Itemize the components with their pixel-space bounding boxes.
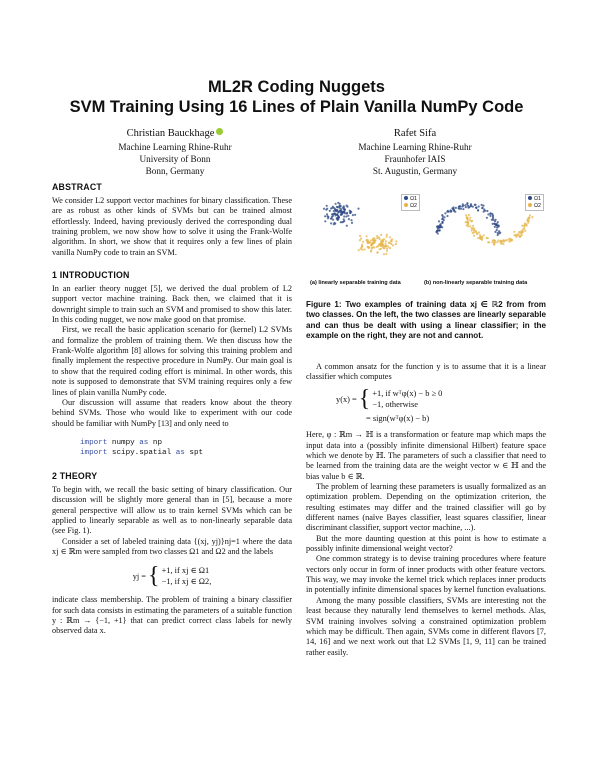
scatter-point bbox=[389, 247, 391, 249]
scatter-point bbox=[352, 214, 354, 216]
author-block-1 bbox=[60, 127, 290, 178]
scatter-point bbox=[384, 243, 386, 245]
scatter-point bbox=[385, 240, 387, 242]
body-paragraph: One common strategy is to devise training procedures where feature vectors only occur in form of inner products with other feature vectors. This way, we may invoke the kernel trick which replaces inner products in potentially infinite dimensional spaces by kernel function evaluations. bbox=[306, 554, 546, 595]
abstract-text: We consider L2 support vector machines for binary classification. These are as robust as other kinds of SVMs but can be trained almost effortlessly. Indeed, having previously derived the corresponding dual training problem, we now show how to solve it using the Frank-Wolfe algorithm. In short, we show that it requires only a few lines of plain vanilla NumPy code to train an SVM. bbox=[52, 196, 292, 257]
scatter-point bbox=[528, 216, 530, 218]
brace-symbol: { bbox=[148, 563, 160, 590]
scatter-point bbox=[386, 234, 388, 236]
scatter-point bbox=[493, 243, 495, 245]
scatter-point bbox=[385, 253, 387, 255]
scatter-point bbox=[366, 235, 368, 237]
scatter-point bbox=[481, 207, 483, 209]
scatter-point bbox=[331, 217, 333, 219]
body-paragraph: The problem of learning these parameters is usually formalized as an optimization problem. Depending on the optimization criterion, the resulting estimates may differ and the trained classifier will go by different names (naïve Bayes classifier, least squares classifier, linear discriminant classifier, support vector machine, ...). bbox=[306, 482, 546, 533]
scatter-point bbox=[378, 248, 380, 250]
scatter-point bbox=[459, 205, 461, 207]
equation-case: +1, if wᵀφ(x) − b ≥ 0 bbox=[372, 389, 443, 399]
equation-line: = sign(wᵀφ(x) − b) bbox=[366, 414, 430, 424]
scatter-point bbox=[386, 250, 388, 252]
scatter-point bbox=[526, 224, 528, 226]
scatter-point bbox=[465, 206, 467, 208]
right-column bbox=[306, 186, 546, 658]
scatter-point bbox=[323, 208, 325, 210]
scatter-point bbox=[369, 241, 371, 243]
scatter-point bbox=[370, 250, 372, 252]
scatter-point bbox=[482, 205, 484, 207]
scatter-point bbox=[324, 220, 326, 222]
scatter-point bbox=[470, 203, 472, 205]
scatter-point bbox=[487, 237, 489, 239]
scatter-point bbox=[474, 204, 476, 206]
scatter-point bbox=[347, 215, 349, 217]
scatter-point bbox=[478, 231, 480, 233]
scatter-point bbox=[326, 208, 328, 210]
scatter-point bbox=[439, 226, 441, 228]
scatter-point bbox=[346, 213, 348, 215]
paper-title-line1: ML2R Coding Nuggets bbox=[208, 78, 385, 96]
subcaption-b: (b) non-linearly separable training data bbox=[424, 280, 528, 286]
scatter-point bbox=[350, 211, 352, 213]
scatter-point bbox=[492, 217, 494, 219]
scatter-point bbox=[326, 205, 328, 207]
scatter-point bbox=[395, 243, 397, 245]
equation-lhs: y(x) = bbox=[336, 394, 357, 404]
figure-caption: Figure 1: Two examples of training data xj ∈ ℝ2 from from two classes. On the left, the two classes are linearly separable and can thus be dealt with using a linear classifier; in the example on the right, they are not and cannot. bbox=[306, 300, 546, 341]
scatter-point bbox=[386, 248, 388, 250]
intro-paragraph: In an earlier theory nugget [5], we derived the dual problem of L2 support vector machine training. Back then, we claimed that it is downright simple to train such an SVM and promised to show this later. In this coding nugget, we now make good on that promise. bbox=[52, 284, 292, 325]
scatter-point bbox=[522, 231, 524, 233]
scatter-point bbox=[469, 225, 471, 227]
scatter-point bbox=[392, 244, 394, 246]
scatter-point bbox=[486, 217, 488, 219]
scatter-point bbox=[348, 218, 350, 220]
scatter-point bbox=[453, 209, 455, 211]
scatter-point bbox=[359, 235, 361, 237]
left-column bbox=[52, 182, 292, 637]
scatter-point bbox=[471, 229, 473, 231]
scatter-point bbox=[472, 225, 474, 227]
legend-a: Ω1 Ω2 bbox=[401, 194, 420, 211]
scatter-point bbox=[383, 238, 385, 240]
scatter-point bbox=[446, 215, 448, 217]
scatter-point bbox=[438, 230, 440, 232]
scatter-point bbox=[469, 217, 471, 219]
scatter-point bbox=[502, 243, 504, 245]
scatter-point bbox=[496, 229, 498, 231]
scatter-point bbox=[340, 213, 342, 215]
scatter-point bbox=[351, 222, 353, 224]
scatter-point bbox=[366, 246, 368, 248]
scatter-point bbox=[368, 246, 370, 248]
scatter-point bbox=[494, 220, 496, 222]
scatter-point bbox=[499, 232, 501, 234]
scatter-point bbox=[479, 238, 481, 240]
body-paragraph: Among the many possible classifiers, SVMs are interesting not the least because they naturally lend themselves to kernel methods. Alas, SVM training involves solving a constrained optimization problem which may be difficult. Then again, SVMs come in different flavors [7, 14, 16] and we next work out that L2 SVMs [1, 9, 11] can be trained rather easily. bbox=[306, 595, 546, 657]
legend-dot-icon bbox=[528, 203, 532, 207]
code-line: import numpy as np bbox=[80, 438, 163, 447]
scatter-point bbox=[343, 220, 345, 222]
scatter-point bbox=[345, 215, 347, 217]
scatter-point bbox=[498, 225, 500, 227]
scatter-point bbox=[373, 241, 375, 243]
scatter-point bbox=[346, 205, 348, 207]
scatter-point bbox=[467, 218, 469, 220]
scatter-point bbox=[341, 221, 343, 223]
scatter-point bbox=[492, 223, 494, 225]
scatter-point bbox=[467, 207, 469, 209]
legend-dot-icon bbox=[528, 196, 532, 200]
subcaption-a: (a) linearly separable training data bbox=[310, 280, 401, 286]
scatter-point bbox=[441, 226, 443, 228]
scatter-point bbox=[529, 214, 531, 216]
author-affiliation: Machine Learning Rhine-Ruhr bbox=[358, 142, 472, 152]
scatter-point bbox=[476, 233, 478, 235]
scatter-point bbox=[497, 232, 499, 234]
scatter-point bbox=[472, 232, 474, 234]
scatter-point bbox=[362, 241, 364, 243]
scatter-point bbox=[339, 203, 341, 205]
scatter-point bbox=[511, 239, 513, 241]
scatter-point bbox=[523, 226, 525, 228]
scatter-point bbox=[524, 230, 526, 232]
scatter-point bbox=[442, 215, 444, 217]
author-affiliation: Machine Learning Rhine-Ruhr bbox=[118, 142, 232, 152]
scatter-point bbox=[515, 234, 517, 236]
scatter-point bbox=[339, 210, 341, 212]
scatter-point bbox=[518, 231, 520, 233]
scatter-point bbox=[324, 215, 326, 217]
scatter-point bbox=[380, 244, 382, 246]
scatter-point bbox=[461, 205, 463, 207]
scatter-point bbox=[458, 208, 460, 210]
theory-heading: 2 THEORY bbox=[52, 470, 98, 481]
scatter-point bbox=[364, 248, 366, 250]
scatter-point bbox=[350, 219, 352, 221]
scatter-point bbox=[389, 236, 391, 238]
scatter-point bbox=[335, 203, 337, 205]
scatter-point bbox=[389, 242, 391, 244]
scatter-point bbox=[488, 241, 490, 243]
scatter-point bbox=[337, 206, 339, 208]
scatter-point bbox=[358, 249, 360, 251]
scatter-point bbox=[327, 217, 329, 219]
legend-b: Ω1 Ω2 bbox=[525, 194, 544, 211]
theory-paragraph: Consider a set of labeled training data {(xj, yj)}nj=1 where the data xj ∈ ℝm were sampled from two classes Ω1 and Ω2 and the labels bbox=[52, 536, 292, 556]
intro-heading: 1 INTRODUCTION bbox=[52, 270, 130, 281]
scatter-point bbox=[483, 234, 485, 236]
scatter-point bbox=[462, 203, 464, 205]
scatter-point bbox=[384, 245, 386, 247]
scatter-point bbox=[334, 223, 336, 225]
scatter-point bbox=[466, 224, 468, 226]
scatter-point bbox=[473, 235, 475, 237]
scatter-point bbox=[492, 214, 494, 216]
scatter-point bbox=[478, 205, 480, 207]
scatter-point bbox=[359, 239, 361, 241]
scatter-point bbox=[329, 210, 331, 212]
scatter-point bbox=[500, 243, 502, 245]
scatter-point bbox=[464, 204, 466, 206]
scatter-point bbox=[523, 228, 525, 230]
intro-paragraph: First, we recall the basic application scenario for (kernel) L2 SVMs and formalize the problem of training them. We then discuss how the Frank-Wolfe algorithm [8] allows for solving this training problem and finally implement the respective procedure in NumPy. Our main goal is to show that the required coding effort is minimal. In other words, this note is supposed to demonstrate that SVM training requires only a few lines of plain vanilla NumPy code. bbox=[52, 325, 292, 397]
author-affiliation: Fraunhofer IAIS bbox=[384, 154, 446, 165]
equation-case: +1, if xj ∈ Ω1 bbox=[161, 566, 210, 576]
equation-case: −1, otherwise bbox=[372, 400, 418, 410]
scatter-point bbox=[381, 242, 383, 244]
legend-dot-icon bbox=[404, 203, 408, 207]
scatter-point bbox=[487, 213, 489, 215]
author-block-2 bbox=[300, 127, 530, 178]
scatter-point bbox=[472, 206, 474, 208]
scatter-point bbox=[343, 215, 345, 217]
scatter-point bbox=[494, 226, 496, 228]
scatter-point bbox=[462, 208, 464, 210]
code-line: import scipy.spatial as spt bbox=[80, 449, 204, 458]
author-affiliation: St. Augustin, Germany bbox=[372, 166, 458, 177]
scatter-point bbox=[331, 207, 333, 209]
scatter-point bbox=[497, 234, 499, 236]
scatter-point bbox=[521, 225, 523, 227]
scatter-point bbox=[497, 239, 499, 241]
scatter-point bbox=[465, 214, 467, 216]
scatter-point bbox=[333, 210, 335, 212]
scatter-point bbox=[453, 206, 455, 208]
scatter-point bbox=[331, 213, 333, 215]
scatter-point bbox=[383, 253, 385, 255]
scatter-point bbox=[494, 231, 496, 233]
scatter-point bbox=[395, 240, 397, 242]
scatter-point bbox=[342, 207, 344, 209]
scatter-point bbox=[326, 213, 328, 215]
scatter-point bbox=[484, 210, 486, 212]
scatter-point bbox=[380, 234, 382, 236]
scatter-point bbox=[376, 235, 378, 237]
equation-case: −1, if xj ∈ Ω2, bbox=[161, 577, 212, 587]
label-equation bbox=[52, 563, 292, 590]
theory-paragraph: To begin with, we recall the basic setting of binary classification. Our discussion will be slightly more general than in [5], because a more general perspective will allow us to train kernel SVMs which can be applied to linearly separable as well as to non-linearly separable data (see Fig. 1). bbox=[52, 484, 292, 536]
scatter-point bbox=[513, 231, 515, 233]
author-name-2: Rafet Sifa bbox=[393, 128, 437, 139]
scatter-point bbox=[475, 231, 477, 233]
legend-dot-icon bbox=[404, 196, 408, 200]
scatter-point bbox=[444, 212, 446, 214]
scatter-point bbox=[442, 217, 444, 219]
scatter-point bbox=[391, 240, 393, 242]
scatter-point bbox=[494, 240, 496, 242]
orcid-icon[interactable] bbox=[216, 128, 223, 135]
scatter-point bbox=[490, 212, 492, 214]
body-paragraph: But the more daunting question at this point is how to estimate a possibly infinite dimensional weight vector? bbox=[306, 533, 546, 554]
scatter-point bbox=[486, 210, 488, 212]
scatter-point bbox=[475, 207, 477, 209]
scatter-point bbox=[442, 221, 444, 223]
scatter-point bbox=[386, 236, 388, 238]
equation-lhs: yj = bbox=[132, 571, 147, 581]
scatter-point bbox=[336, 210, 338, 212]
scatter-point bbox=[438, 220, 440, 222]
scatter-point bbox=[354, 214, 356, 216]
scatter-point bbox=[376, 246, 378, 248]
scatter-point bbox=[489, 215, 491, 217]
scatter-point bbox=[381, 245, 383, 247]
author-affiliation: Bonn, Germany bbox=[145, 166, 205, 177]
scatter-point bbox=[477, 209, 479, 211]
theory-paragraph: indicate class membership. The problem of training a binary classifier for such data consists in estimating the parameters of a suitable function y : ℝm → {−1, +1} that can predict correct class labels for newly observed data x. bbox=[52, 595, 292, 636]
abstract-heading: ABSTRACT bbox=[52, 182, 102, 192]
scatter-point bbox=[468, 214, 470, 216]
scatter-point bbox=[376, 252, 378, 254]
scatter-point bbox=[360, 248, 362, 250]
scatter-point bbox=[366, 241, 368, 243]
scatter-point bbox=[466, 222, 468, 224]
figure-1 bbox=[306, 186, 546, 286]
scatter-point bbox=[471, 220, 473, 222]
body-paragraph: Here, φ : ℝm → ℍ is a transformation or feature map which maps the input data into a (possibly infinite dimensional Hilbert) feature space which we denote by ℍ. The parameters of such a classifier that need to be learned from the training data are the weight vector w ∈ ℍ and the bias value b ∈ ℝ. bbox=[306, 430, 546, 481]
scatter-point bbox=[372, 246, 374, 248]
scatter-point bbox=[477, 237, 479, 239]
scatter-point bbox=[334, 213, 336, 215]
author-affiliation: University of Bonn bbox=[139, 154, 211, 165]
scatter-point bbox=[481, 236, 483, 238]
classifier-equation bbox=[336, 388, 546, 424]
paper-title-line2: SVM Training Using 16 Lines of Plain Vanilla NumPy Code bbox=[69, 98, 524, 116]
scatter-point bbox=[342, 211, 344, 213]
scatter-point bbox=[357, 208, 359, 210]
scatter-point bbox=[346, 225, 348, 227]
brace-symbol: { bbox=[358, 386, 371, 413]
scatter-point bbox=[455, 207, 457, 209]
scatter-point bbox=[531, 216, 533, 218]
scatter-point bbox=[449, 209, 451, 211]
scatter-point bbox=[524, 222, 526, 224]
code-block bbox=[52, 438, 292, 459]
scatter-point bbox=[330, 222, 332, 224]
scatter-point bbox=[374, 239, 376, 241]
scatter-point bbox=[519, 235, 521, 237]
author-name-1: Christian Bauckhage bbox=[126, 128, 215, 139]
scatter-point bbox=[336, 213, 338, 215]
scatter-point bbox=[503, 241, 505, 243]
body-paragraph: A common ansatz for the function y is to assume that it is a linear classifier which computes bbox=[306, 361, 546, 381]
intro-paragraph: Our discussion will assume that readers know about the theory behind SVMs. Those who would like to experiment with our code should be familiar with NumPy [13] and only need to bbox=[52, 397, 292, 428]
scatter-point bbox=[481, 204, 483, 206]
scatter-point bbox=[497, 221, 499, 223]
scatter-point bbox=[447, 210, 449, 212]
scatter-point bbox=[472, 227, 474, 229]
scatter-point bbox=[466, 202, 468, 204]
scatter-point bbox=[337, 217, 339, 219]
scatter-point bbox=[378, 236, 380, 238]
scatter-point bbox=[500, 240, 502, 242]
